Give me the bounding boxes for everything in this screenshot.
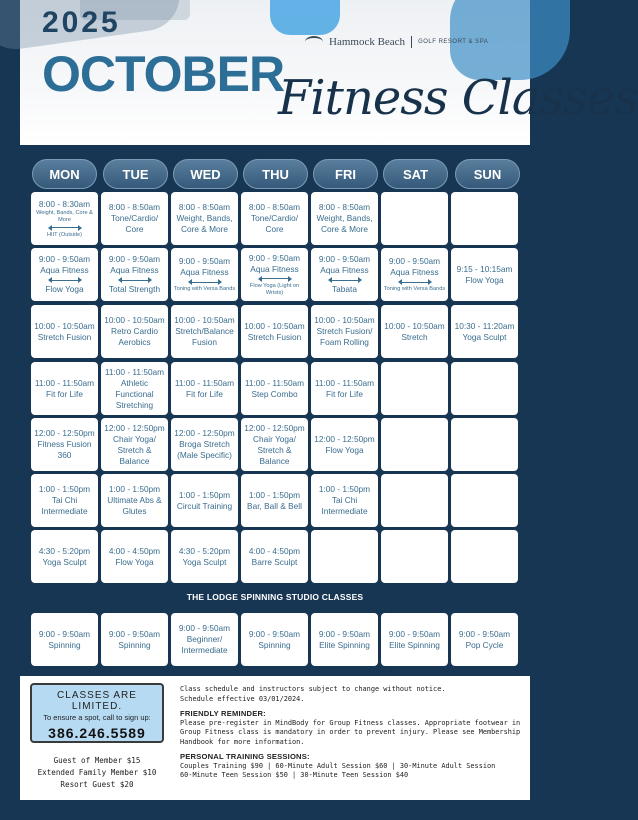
spinning-class-slot[interactable]	[31, 613, 98, 666]
year-label: 2025	[42, 6, 121, 39]
class-slot[interactable]	[451, 248, 518, 301]
class-name: Ultimate Abs & Glutes	[107, 495, 162, 516]
class-name: Flow Yoga	[325, 444, 364, 455]
class-name: Elite Spinning	[389, 639, 440, 650]
day-header-thu: THU	[243, 159, 308, 189]
class-name: Flow Yoga	[115, 556, 154, 567]
class-time: 4:30 - 5:20pm	[38, 545, 91, 556]
class-slot[interactable]	[241, 362, 308, 415]
personal-training-line: Couples Training $90 | 60-Minute Adult Session $60 | 30-Minute Adult Session	[180, 761, 496, 770]
class-name: Stretch Fusion/ Foam Rolling	[316, 326, 373, 347]
class-time: 8:00 - 8:30am	[38, 198, 91, 209]
class-slot[interactable]	[241, 305, 308, 358]
class-name: Bar, Ball & Bell	[247, 500, 302, 511]
empty-slot	[381, 192, 448, 245]
spinning-class-slot[interactable]	[381, 613, 448, 666]
day-header-fri: FRI	[313, 159, 378, 189]
double-arrow-icon	[258, 276, 292, 282]
schedule-notes	[180, 685, 525, 781]
class-slot[interactable]	[101, 530, 168, 583]
class-time: 8:00 - 8:50am	[248, 202, 301, 212]
class-time: 1:00 - 1:50pm	[38, 484, 91, 494]
guest-pricing	[24, 755, 170, 791]
class-time: 10:00 - 10:50am	[174, 315, 235, 325]
personal-training-line: 60-Minute Teen Session $50 | 30-Minute Teen Session $40	[180, 771, 409, 779]
class-time: 9:15 - 10:15am	[456, 263, 513, 274]
class-name: Tone/Cardio/ Core	[250, 213, 299, 234]
class-name: Retro Cardio Aerobics	[110, 326, 159, 347]
class-time: 9:00 - 9:50am	[108, 254, 161, 264]
class-name: Aqua Fitness	[390, 267, 439, 277]
class-slot[interactable]	[241, 530, 308, 583]
class-name: Stretch Fusion	[37, 331, 92, 342]
class-time: 9:00 - 9:50am	[38, 254, 91, 264]
class-name: Flow Yoga (Light on Wrists)	[249, 282, 300, 296]
header-banner	[20, 0, 638, 145]
class-name: Weight, Bands, Core & More	[36, 209, 93, 223]
class-name: Chair Yoga/ Stretch & Balance	[253, 433, 296, 466]
class-name: Yoga Sculpt	[462, 331, 507, 342]
class-name: Broga Stretch (Male Specific)	[177, 439, 232, 460]
empty-slot	[381, 362, 448, 415]
class-slot[interactable]	[241, 474, 308, 527]
day-header-tue: TUE	[103, 159, 168, 189]
double-arrow-icon	[328, 277, 362, 283]
double-arrow-icon	[398, 279, 432, 285]
spinning-class-slot[interactable]	[311, 613, 378, 666]
class-name: Fit for Life	[46, 388, 83, 399]
class-name: Spinning	[48, 639, 81, 650]
class-time: 10:00 - 10:50am	[34, 320, 95, 331]
brand-subtitle: GOLF RESORT & SPA	[418, 39, 489, 45]
class-slot[interactable]	[31, 362, 98, 415]
double-arrow-icon	[48, 225, 82, 231]
class-time: 1:00 - 1:50pm	[318, 484, 371, 494]
class-name: Fitness Fusion 360	[37, 439, 92, 460]
class-time: 10:00 - 10:50am	[244, 320, 305, 331]
class-slot[interactable]	[241, 192, 308, 245]
page-title: Fitness Classes	[278, 70, 638, 126]
personal-training-heading: PERSONAL TRAINING SESSIONS:	[180, 752, 310, 761]
double-arrow-icon	[118, 277, 152, 283]
class-name: Circuit Training	[176, 500, 233, 511]
class-slot[interactable]	[171, 530, 238, 583]
empty-slot	[381, 530, 448, 583]
class-name: Chair Yoga/ Stretch & Balance	[113, 433, 156, 466]
water-bottle-image	[270, 0, 340, 35]
day-header-mon: MON	[32, 159, 97, 189]
class-time: 12:00 - 12:50pm	[34, 428, 95, 438]
effective-date: Schedule effective 03/01/2024.	[180, 694, 305, 703]
class-name: Spinning	[258, 639, 291, 650]
class-time: 11:00 - 11:50am	[174, 377, 235, 388]
class-slot[interactable]	[311, 248, 378, 301]
class-time: 9:00 - 9:50am	[38, 628, 91, 639]
class-time: 10:00 - 10:50am	[104, 315, 165, 325]
class-slot[interactable]	[381, 248, 448, 301]
day-header-sun: SUN	[455, 159, 520, 189]
brand-name: Hammock Beach	[329, 36, 406, 48]
class-name: Barre Sculpt	[251, 556, 298, 567]
class-time: 8:00 - 8:50am	[108, 202, 161, 212]
empty-slot	[451, 474, 518, 527]
class-slot[interactable]	[171, 474, 238, 527]
class-name: Athletic Functional Stretching	[115, 377, 154, 410]
class-name: Tai Chi Intermediate	[41, 495, 88, 516]
class-slot[interactable]	[101, 192, 168, 245]
class-time: 11:00 - 11:50am	[244, 377, 305, 388]
class-name: Stretch Fusion	[247, 331, 302, 342]
class-name: Aqua Fitness	[180, 267, 229, 277]
class-slot[interactable]	[241, 418, 308, 471]
class-slot[interactable]	[31, 530, 98, 583]
class-slot[interactable]	[311, 192, 378, 245]
class-name: Tai Chi Intermediate	[321, 495, 368, 516]
class-name: Fit for Life	[326, 388, 363, 399]
pricing-line: Extended Family Member $10	[37, 768, 157, 777]
class-time: 1:00 - 1:50pm	[178, 489, 231, 500]
class-time: 9:00 - 9:50am	[388, 256, 441, 266]
class-name: Aqua Fitness	[110, 265, 159, 275]
class-time: 11:00 - 11:50am	[34, 377, 95, 388]
class-name: Weight, Bands, Core & More	[316, 213, 373, 234]
limited-subtitle: To ensure a spot, call to sign up:	[43, 713, 151, 722]
class-time: 11:00 - 11:50am	[314, 377, 375, 388]
double-arrow-icon	[48, 277, 82, 283]
class-time: 10:30 - 11:20am	[454, 320, 515, 331]
class-name: Stretch	[401, 331, 428, 342]
class-name: Step Combo	[251, 388, 298, 399]
spinning-section-title: THE LODGE SPINNING STUDIO CLASSES	[186, 592, 364, 602]
class-name: Weight, Bands, Core & More	[176, 213, 233, 234]
pricing-line: Resort Guest $20	[60, 780, 134, 789]
class-name: HIIT (Outside)	[46, 231, 83, 238]
class-time: 9:00 - 9:50am	[318, 254, 371, 264]
class-name: Stretch/Balance Fusion	[175, 326, 234, 347]
class-name: Pop Cycle	[465, 639, 504, 650]
class-slot[interactable]	[101, 305, 168, 358]
class-name: Yoga Sculpt	[182, 556, 227, 567]
class-name: Beginner/ Intermediate	[181, 634, 228, 655]
class-time: 9:00 - 9:50am	[388, 628, 441, 639]
class-slot[interactable]	[311, 362, 378, 415]
class-slot[interactable]	[311, 305, 378, 358]
class-time: 9:00 - 9:50am	[178, 256, 231, 266]
empty-slot	[311, 530, 378, 583]
class-slot[interactable]	[381, 305, 448, 358]
class-slot[interactable]	[31, 248, 98, 301]
class-time: 12:00 - 12:50pm	[104, 422, 165, 433]
class-name: Toning with Versa Bands	[383, 286, 446, 292]
class-name: Aqua Fitness	[40, 265, 89, 275]
reminder-heading: FRIENDLY REMINDER:	[180, 709, 266, 718]
class-name: Yoga Sculpt	[42, 556, 87, 567]
class-slot[interactable]	[451, 305, 518, 358]
empty-slot	[451, 418, 518, 471]
reminder-text: Please pre-register in MindBody for Group Fitness classes. Appropriate footwear in Group Fitness class is mandatory in order to prevent injury. Please see Membership Handbook for more information.	[180, 718, 521, 746]
class-name: Total Strength	[108, 284, 161, 294]
month-label: OCTOBER	[42, 46, 285, 102]
brand-logo	[305, 36, 488, 48]
class-slot[interactable]	[171, 418, 238, 471]
class-slot[interactable]	[31, 305, 98, 358]
class-slot[interactable]	[171, 305, 238, 358]
class-slot[interactable]	[311, 418, 378, 471]
spinning-class-slot[interactable]	[241, 613, 308, 666]
class-name: Aqua Fitness	[250, 263, 299, 274]
class-slot[interactable]	[31, 474, 98, 527]
class-time: 12:00 - 12:50pm	[314, 433, 375, 444]
class-name: Flow Yoga	[465, 274, 504, 285]
class-time: 12:00 - 12:50pm	[244, 422, 305, 433]
class-slot[interactable]	[241, 248, 308, 301]
spinning-class-slot[interactable]	[451, 613, 518, 666]
class-name: Aqua Fitness	[320, 265, 369, 275]
class-slot[interactable]	[101, 362, 168, 415]
class-slot[interactable]	[311, 474, 378, 527]
spinning-class-slot[interactable]	[101, 613, 168, 666]
class-time: 4:30 - 5:20pm	[178, 545, 231, 556]
class-time: 4:00 - 4:50pm	[108, 545, 161, 556]
class-time: 9:00 - 9:50am	[318, 628, 371, 639]
class-time: 9:00 - 9:50am	[248, 628, 301, 639]
class-slot[interactable]	[171, 192, 238, 245]
spinning-class-slot[interactable]	[171, 613, 238, 666]
class-slot[interactable]	[31, 418, 98, 471]
class-time: 9:00 - 9:50am	[248, 252, 301, 263]
double-arrow-icon	[188, 279, 222, 285]
wave-icon	[305, 36, 323, 48]
limited-title: CLASSES ARE LIMITED.	[57, 690, 137, 712]
empty-slot	[451, 530, 518, 583]
class-name: Tabata	[332, 284, 357, 294]
class-time: 11:00 - 11:50am	[104, 366, 165, 377]
class-name: Fit for Life	[186, 388, 223, 399]
class-name: Tone/Cardio/ Core	[110, 213, 159, 234]
pricing-line: Guest of Member $15	[53, 756, 141, 765]
class-time: 4:00 - 4:50pm	[248, 545, 301, 556]
phone-number[interactable]: 386.246.5589	[48, 725, 146, 741]
class-time: 9:00 - 9:50am	[178, 623, 231, 633]
class-time: 1:00 - 1:50pm	[108, 484, 161, 494]
day-header-sat: SAT	[383, 159, 448, 189]
class-name: Spinning	[118, 639, 151, 650]
class-name: Elite Spinning	[319, 639, 370, 650]
empty-slot	[381, 418, 448, 471]
class-time: 10:00 - 10:50am	[384, 320, 445, 331]
class-slot[interactable]	[101, 418, 168, 471]
class-time: 9:00 - 9:50am	[458, 628, 511, 639]
empty-slot	[451, 362, 518, 415]
classes-limited-box	[30, 683, 164, 743]
class-name: Toning with Versa Bands	[173, 286, 236, 292]
class-time: 12:00 - 12:50pm	[174, 428, 235, 438]
class-slot[interactable]	[31, 192, 98, 245]
class-slot[interactable]	[101, 248, 168, 301]
class-time: 8:00 - 8:50am	[178, 202, 231, 212]
empty-slot	[381, 474, 448, 527]
class-slot[interactable]	[171, 248, 238, 301]
change-notice: Class schedule and instructors subject to change without notice.	[180, 685, 446, 693]
class-time: 10:00 - 10:50am	[314, 315, 375, 325]
class-time: 9:00 - 9:50am	[108, 628, 161, 639]
brand-divider	[411, 36, 412, 48]
class-time: 8:00 - 8:50am	[318, 202, 371, 212]
day-header-wed: WED	[173, 159, 238, 189]
empty-slot	[451, 192, 518, 245]
class-name: Flow Yoga	[45, 284, 84, 294]
class-slot[interactable]	[171, 362, 238, 415]
class-time: 1:00 - 1:50pm	[248, 489, 301, 500]
class-slot[interactable]	[101, 474, 168, 527]
footer-panel	[20, 676, 530, 800]
